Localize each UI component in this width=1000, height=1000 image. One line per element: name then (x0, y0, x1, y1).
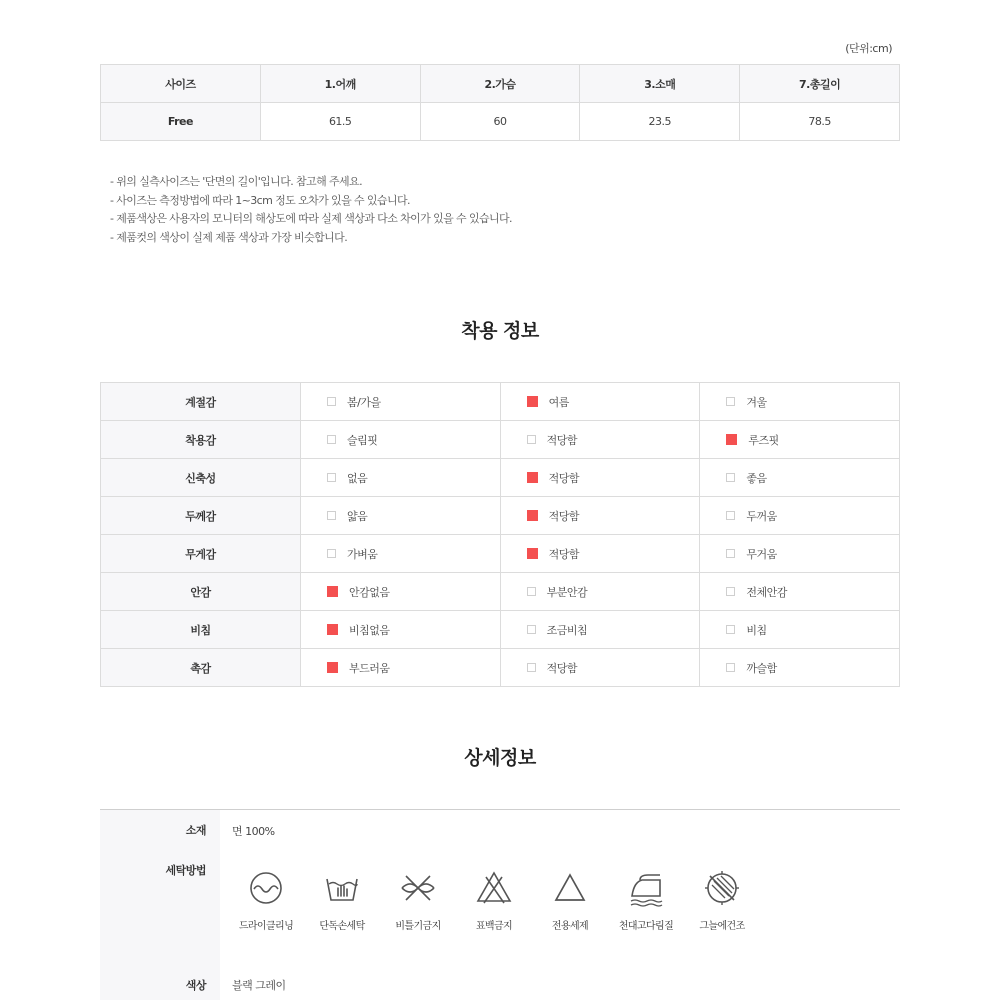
material-label: 소재 (185, 824, 206, 837)
no-bleach-icon (474, 868, 514, 908)
wash-method-label: 드라이클리닝 (238, 921, 294, 932)
wear-option (301, 535, 501, 573)
wear-option-label: 적당함 (546, 433, 578, 447)
size-header-cell: 3.소매 (580, 65, 740, 103)
detail-label-column (100, 810, 220, 1000)
size-unit: (단위:cm) (845, 42, 892, 55)
wear-option-label: 없음 (347, 471, 368, 485)
wear-option-label: 루즈핏 (748, 433, 779, 447)
wear-info-row (101, 573, 900, 611)
checked-box-icon (527, 396, 538, 407)
wear-attribute-label: 두께감 (101, 497, 301, 535)
checked-box-icon (327, 586, 338, 597)
wash-method-label: 표백금지 (475, 921, 513, 932)
size-header-cell: 사이즈 (101, 65, 261, 103)
no-wring-icon (398, 868, 438, 908)
wear-info-row (101, 421, 900, 459)
unchecked-box-icon (327, 473, 336, 482)
unchecked-box-icon (726, 511, 735, 520)
detail-divider (100, 809, 900, 810)
wear-option-label: 부분안감 (546, 585, 588, 599)
note-line: - 사이즈는 측정방법에 따라 1~3cm 정도 오차가 있을 수 있습니다. (110, 193, 410, 207)
wear-option (301, 459, 501, 497)
wash-method-item (302, 868, 382, 932)
wear-option (700, 573, 900, 611)
checked-box-icon (527, 472, 538, 483)
wear-option-label: 조금비침 (546, 623, 588, 637)
unchecked-box-icon (527, 587, 536, 596)
wash-method-item (226, 868, 306, 932)
unchecked-box-icon (527, 625, 536, 634)
wear-info-row (101, 497, 900, 535)
unchecked-box-icon (327, 397, 336, 406)
wash-method-item (682, 868, 762, 932)
unchecked-box-icon (527, 435, 536, 444)
wear-option-label: 슬림핏 (347, 433, 378, 447)
size-table (100, 64, 900, 141)
wear-option-label: 안감없음 (349, 585, 390, 599)
wear-attribute-label: 무게감 (101, 535, 301, 573)
unchecked-box-icon (327, 549, 336, 558)
size-header-cell: 7.총길이 (740, 65, 900, 103)
wear-option (500, 459, 700, 497)
wear-option (700, 383, 900, 421)
unchecked-box-icon (726, 625, 735, 634)
unchecked-box-icon (327, 511, 336, 520)
wear-info-title: 착용 정보 (461, 320, 539, 342)
wear-option-label: 좋음 (746, 471, 767, 485)
shade-dry-icon (702, 868, 742, 908)
wear-option-label: 비침 (746, 623, 767, 637)
wear-option (700, 611, 900, 649)
wash-method-item (454, 868, 534, 932)
checked-box-icon (726, 434, 737, 445)
neutral-detergent-icon (550, 868, 590, 908)
wear-info-row (101, 611, 900, 649)
wash-method-label: 세탁방법 (165, 864, 206, 877)
wear-option (500, 535, 700, 573)
color-value: 블랙 그레이 (232, 979, 286, 992)
wash-method-item (378, 868, 458, 932)
wash-method-label: 전용세제 (551, 921, 589, 932)
size-value-cell: 61.5 (260, 103, 420, 141)
wear-option (500, 573, 700, 611)
wear-attribute-label: 촉감 (101, 649, 301, 687)
unchecked-box-icon (726, 663, 735, 672)
wear-option-label: 두꺼움 (746, 509, 777, 523)
wear-option-label: 겨울 (746, 395, 767, 409)
wear-option (700, 535, 900, 573)
wear-attribute-label: 계절감 (101, 383, 301, 421)
wear-option (700, 421, 900, 459)
wear-info-row (101, 383, 900, 421)
hand-wash-icon (322, 868, 362, 908)
wear-option (700, 497, 900, 535)
note-line: - 위의 실측사이즈는 '단면의 길이'입니다. 참고해 주세요. (110, 175, 362, 188)
size-value-cell: 78.5 (740, 103, 900, 141)
wear-attribute-label: 비침 (101, 611, 301, 649)
wear-option-label: 가벼움 (347, 547, 378, 561)
dry-clean-icon (246, 868, 286, 908)
wear-option (301, 383, 501, 421)
unchecked-box-icon (327, 435, 336, 444)
wear-option-label: 적당함 (548, 547, 580, 561)
wear-info-row (101, 459, 900, 497)
unchecked-box-icon (527, 663, 536, 672)
detail-info-title: 상세정보 (464, 747, 536, 769)
wash-method-label: 비틀기금지 (395, 921, 441, 932)
unchecked-box-icon (726, 549, 735, 558)
wash-method-label: 천대고다림질 (618, 921, 674, 932)
wear-option-label: 적당함 (548, 471, 580, 485)
color-label: 색상 (185, 979, 206, 992)
checked-box-icon (527, 510, 538, 521)
wear-option (700, 459, 900, 497)
wear-option-label: 부드러움 (349, 661, 390, 675)
wear-option (301, 421, 501, 459)
wear-option-label: 전체안감 (746, 585, 787, 599)
unchecked-box-icon (726, 397, 735, 406)
wear-info-row (101, 649, 900, 687)
wear-option-label: 까슬함 (746, 661, 777, 675)
wear-option-label: 무거움 (746, 547, 777, 561)
note-line: - 제품컷의 색상이 실제 제품 색상과 가장 비슷합니다. (110, 230, 348, 244)
unchecked-box-icon (726, 587, 735, 596)
size-table-header (101, 65, 900, 103)
wear-info-row (101, 535, 900, 573)
wear-option (500, 421, 700, 459)
wear-attribute-label: 신축성 (101, 459, 301, 497)
size-name-cell: Free (101, 103, 261, 141)
wash-method-label: 단독손세탁 (319, 921, 365, 932)
size-header-cell: 1.어깨 (260, 65, 420, 103)
low-iron-icon (626, 868, 666, 908)
size-value-cell: 23.5 (580, 103, 740, 141)
wash-method-item (606, 868, 686, 932)
wear-option-label: 적당함 (548, 509, 580, 523)
wear-option-label: 적당함 (546, 661, 578, 675)
wear-option-label: 여름 (548, 395, 569, 409)
unchecked-box-icon (726, 473, 735, 482)
material-value: 면 100% (232, 825, 275, 838)
wear-attribute-label: 착용감 (101, 421, 301, 459)
wear-option-label: 봄/가을 (347, 395, 381, 409)
wash-method-label: 그늘에건조 (699, 921, 745, 932)
wear-option (500, 497, 700, 535)
wear-option (700, 649, 900, 687)
wear-option-label: 비침없음 (349, 623, 390, 637)
size-value-cell: 60 (420, 103, 580, 141)
wear-option (500, 383, 700, 421)
size-table-row (101, 103, 900, 141)
checked-box-icon (527, 548, 538, 559)
size-notes (110, 173, 512, 247)
size-header-cell: 2.가슴 (420, 65, 580, 103)
wash-method-item (530, 868, 610, 932)
wear-option-label: 얇음 (347, 509, 368, 523)
wear-info-table (100, 382, 900, 687)
wear-option (301, 649, 501, 687)
wear-option (500, 649, 700, 687)
wear-option (500, 611, 700, 649)
wear-attribute-label: 안감 (101, 573, 301, 611)
checked-box-icon (327, 662, 338, 673)
wear-option (301, 611, 501, 649)
wear-option (301, 497, 501, 535)
note-line: - 제품색상은 사용자의 모니터의 해상도에 따라 실제 색상과 다소 차이가 있을 수 있습니다. (110, 212, 512, 225)
checked-box-icon (327, 624, 338, 635)
wear-option (301, 573, 501, 611)
